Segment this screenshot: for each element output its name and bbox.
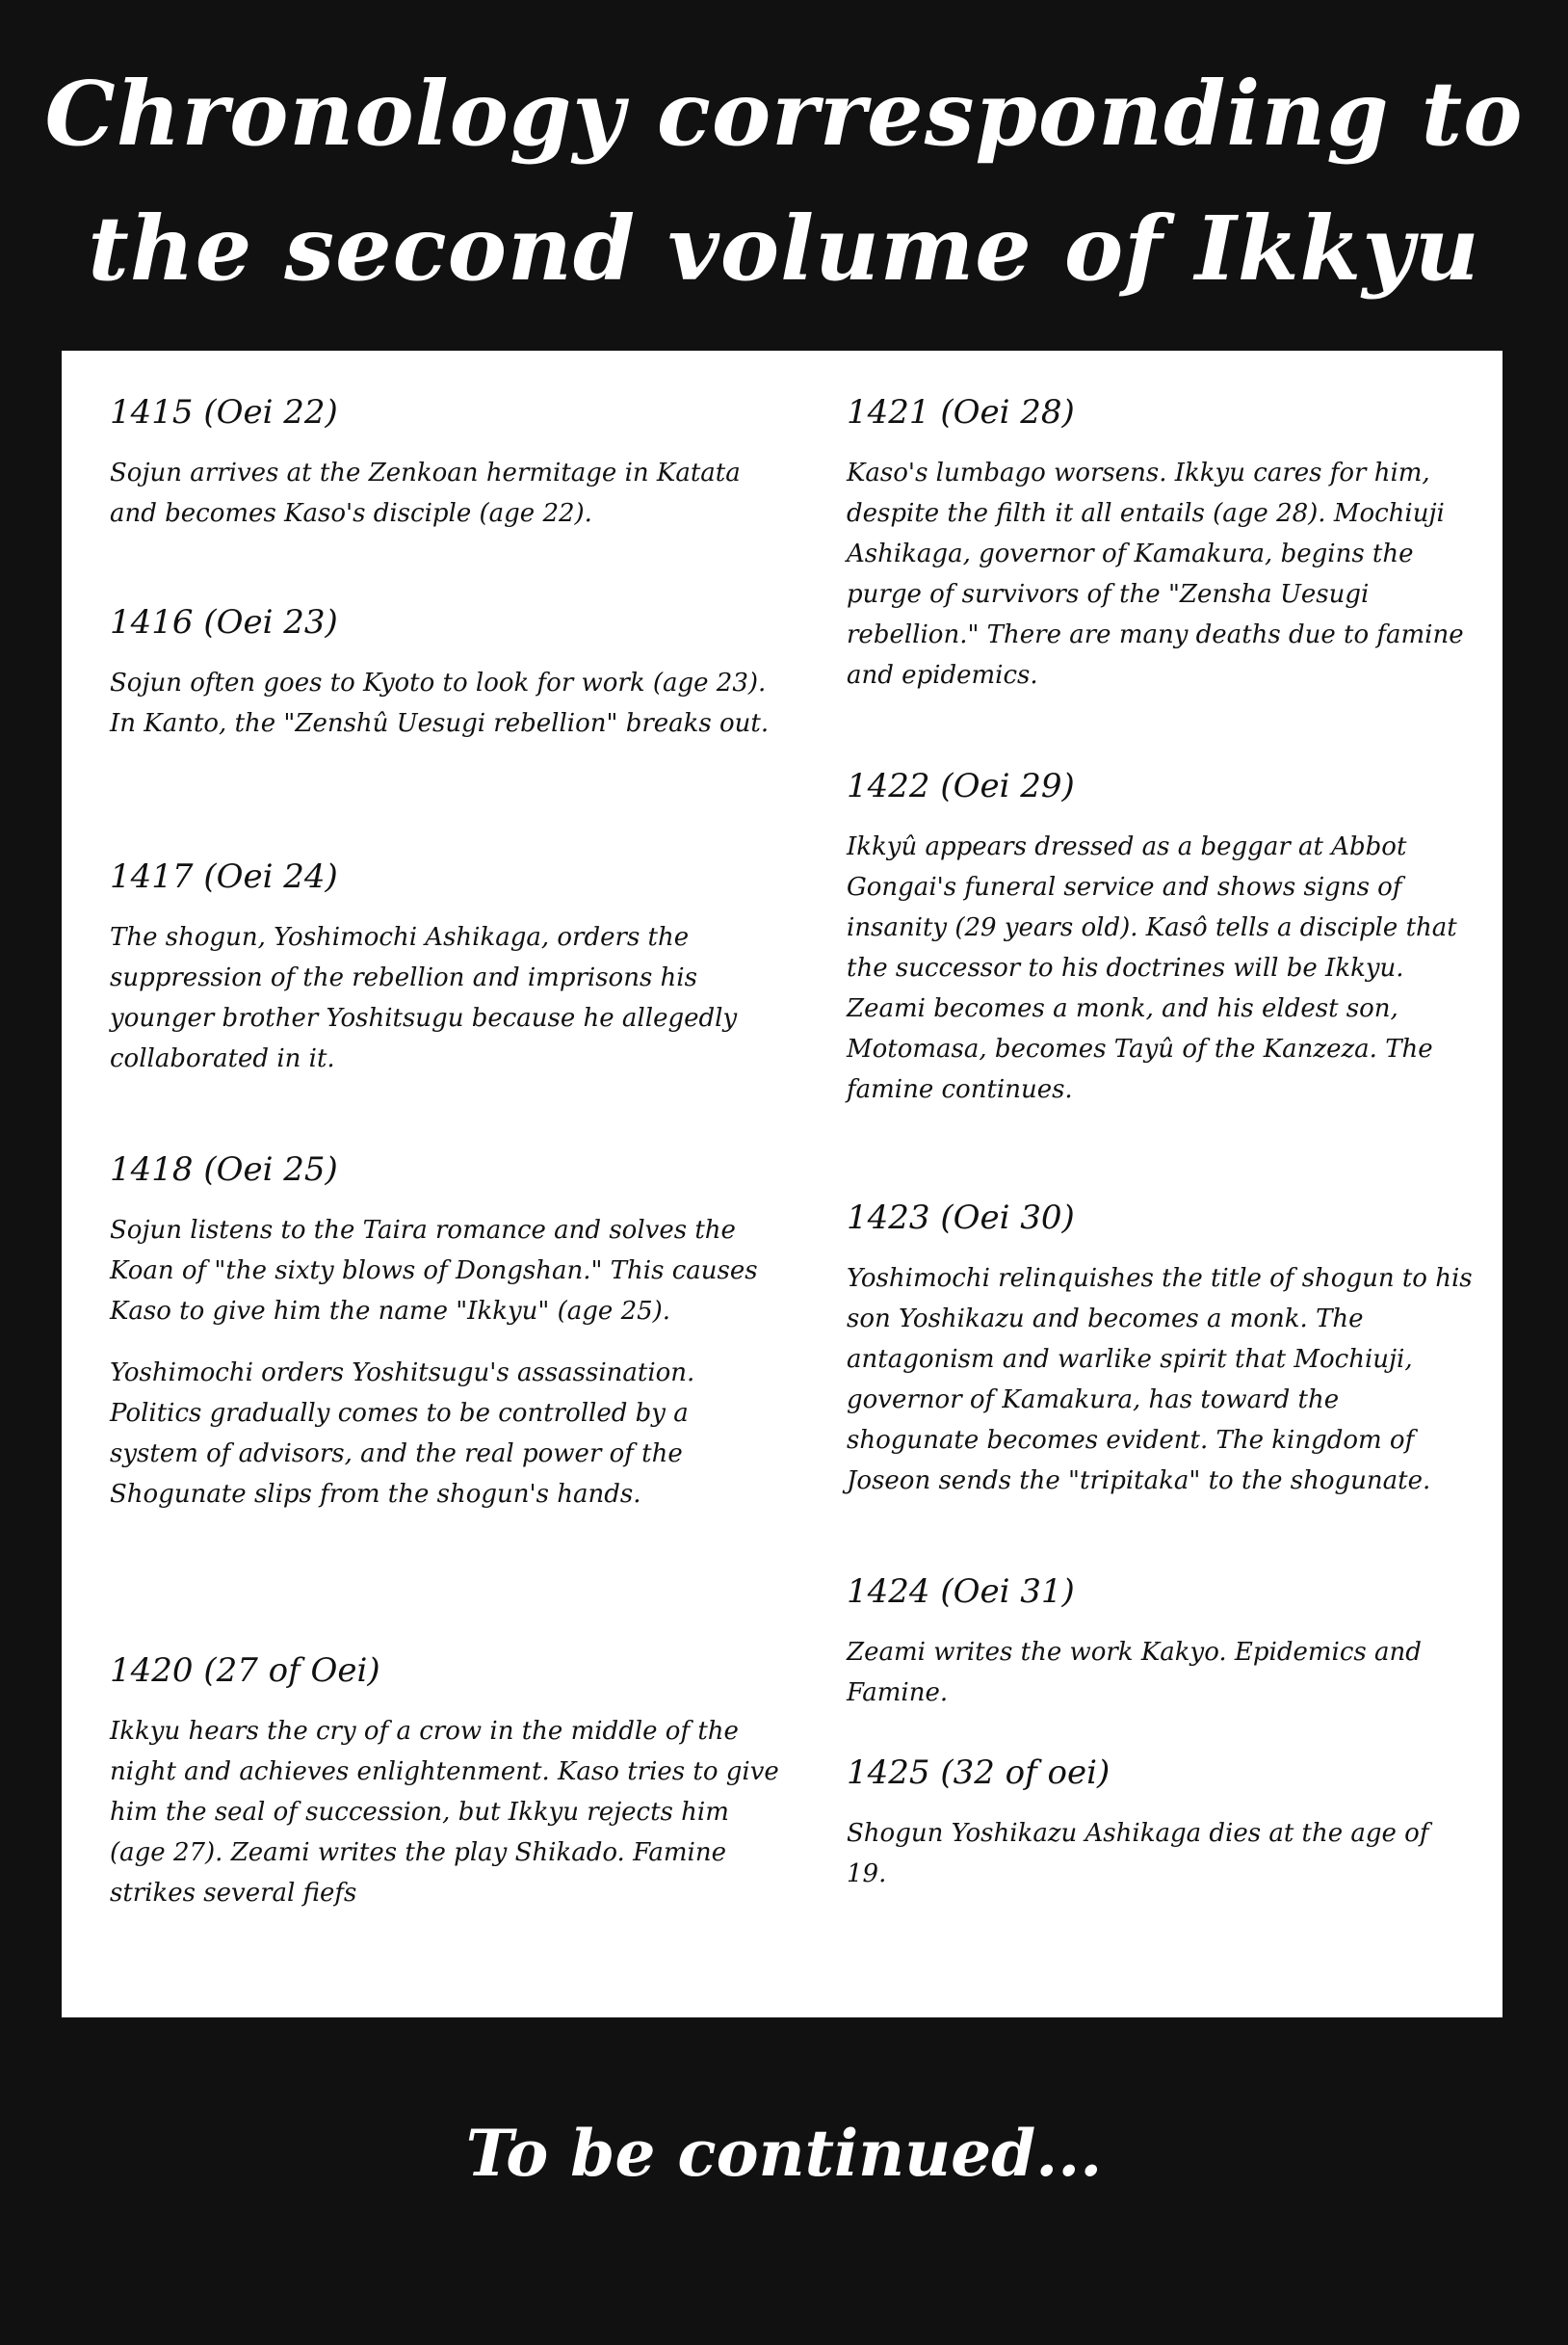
page-title: [0, 46, 1568, 316]
entry-1423: [847, 1199, 1473, 1501]
entry-year: 1424 (Oei 31): [847, 1572, 1075, 1611]
entry-text: Sojun listens to the Taira romance and solves the Koan of "the sixty blows of Dongshan." This causes Kaso to give him the name "Ikkyu" (age 25).: [110, 1216, 758, 1326]
entry-year: 1423 (Oei 30): [847, 1199, 1075, 1237]
entry-1417: [110, 857, 784, 1079]
entry-year: 1415 (Oei 22): [110, 393, 338, 432]
entry-year: 1416 (Oei 23): [110, 603, 338, 642]
entry-text: The shogun, Yoshimochi Ashikaga, orders the suppression of the rebellion and imprisons his younger brother Yoshitsugu because he allegedly collaborated in it.: [110, 923, 738, 1073]
title-line-1: Chronology corresponding to: [44, 62, 1524, 166]
entry-1424: [847, 1572, 1473, 1713]
entry-1421: [847, 393, 1473, 696]
entry-year: 1425 (32 of oei): [847, 1753, 1111, 1792]
entry-text: Shogun Yoshikazu Ashikaga dies at the age of 19.: [847, 1819, 1429, 1888]
entry-text: Sojun arrives at the Zenkoan hermitage in Katata and becomes Kaso's disciple (age 22).: [110, 459, 741, 528]
entry-text: Zeami writes the work Kakyo. Epidemics and Famine.: [847, 1638, 1422, 1707]
to-be-continued: To be continued...: [465, 2116, 1103, 2191]
chronology-panel: [62, 351, 1503, 2017]
entry-year: 1418 (Oei 25): [110, 1150, 338, 1189]
entry-1418: [110, 1150, 784, 1515]
entry-text: Ikkyû appears dressed as a beggar at Abbot Gongai's funeral service and shows signs of insanity (29 years old). Kasô tells a disciple that the successor to his doctrines will be Ikkyu. Zeami becomes a monk, and his eldest son, Motomasa, becomes Tayû of the Kanzeza. The famine continues.: [847, 832, 1457, 1104]
entry-1415: [110, 393, 784, 534]
entry-year: 1422 (Oei 29): [847, 767, 1075, 805]
entry-year: 1417 (Oei 24): [110, 857, 338, 896]
entry-1416: [110, 603, 784, 744]
entry-text: Sojun often goes to Kyoto to look for work (age 23). In Kanto, the "Zenshû Uesugi rebellion" breaks out.: [110, 669, 770, 738]
entry-text: Ikkyu hears the cry of a crow in the middle of the night and achieves enlightenment. Kaso tries to give him the seal of succession, but Ikkyu rejects him (age 27). Zeami writes the play Shikado. Famine strikes several fiefs: [110, 1717, 779, 1908]
entry-1425: [847, 1753, 1473, 1894]
entry-year: 1421 (Oei 28): [847, 393, 1075, 432]
entry-text: Yoshimochi relinquishes the title of shogun to his son Yoshikazu and becomes a monk. The antagonism and warlike spirit that Mochiuji, governor of Kamakura, has toward the shogunate becomes evident. The kingdom of Joseon sends the "tripitaka" to the shogunate.: [847, 1264, 1473, 1495]
entry-1420: [110, 1651, 784, 1913]
entry-1422: [847, 767, 1473, 1110]
entry-year: 1420 (27 of Oei): [110, 1651, 380, 1690]
title-line-2: the second volume of Ikkyu: [88, 197, 1480, 301]
entry-text: Kaso's lumbago worsens. Ikkyu cares for him, despite the filth it all entails (age 28). Mochiuji Ashikaga, governor of Kamakura, begins the purge of survivors of the "Zensha Uesugi rebellion." There are many deaths due to famine and epidemics.: [847, 459, 1464, 690]
entry-text: Yoshimochi orders Yoshitsugu's assassination. Politics gradually comes to be controlled by a system of advisors, and the real power of the Shogunate slips from the shogun's hands.: [110, 1358, 695, 1509]
